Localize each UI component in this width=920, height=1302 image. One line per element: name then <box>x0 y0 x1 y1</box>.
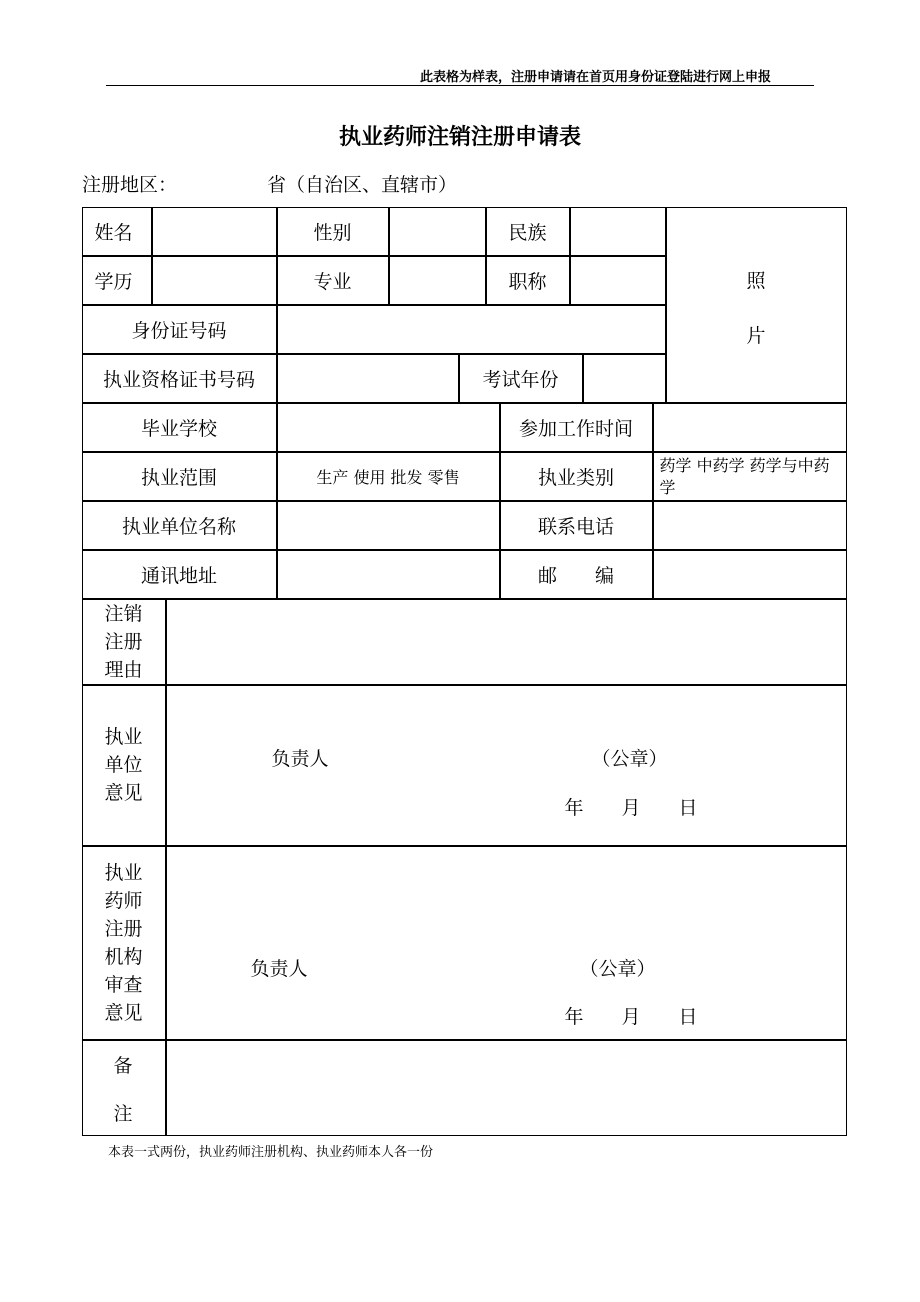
title-label: 职称 <box>486 256 570 305</box>
unit-opinion-line-3: 意见 <box>104 782 143 804</box>
agency-opinion-line-2: 药师 <box>104 889 143 912</box>
education-field[interactable] <box>152 256 277 305</box>
page-title: 执业药师注销注册申请表 <box>338 125 581 150</box>
photo-box[interactable] <box>666 207 847 403</box>
title-field[interactable] <box>570 256 666 305</box>
header-rule <box>106 85 814 86</box>
remarks-label <box>82 1040 166 1136</box>
category-label: 执业类别 <box>500 452 653 501</box>
agency-responsible-label: 负责人 <box>250 957 308 980</box>
unit-date-label: 年 月 日 <box>564 796 698 819</box>
major-label: 专业 <box>277 256 389 305</box>
unit-seal-label: （公章） <box>591 747 668 770</box>
unit-responsible-label: 负责人 <box>271 747 329 770</box>
region-label: 注册地区： <box>82 174 178 196</box>
agency-opinion-line-5: 审查 <box>104 973 143 996</box>
agency-opinion-line-1: 执业 <box>104 861 143 884</box>
cancel-reason-line-3: 理由 <box>104 658 143 681</box>
cert-label: 执业资格证书号码 <box>82 354 277 403</box>
agency-opinion-line-4: 机构 <box>104 945 143 968</box>
gender-field[interactable] <box>389 207 486 256</box>
remarks-line-2: 注 <box>113 1102 133 1125</box>
region-province: 省（自治区、直辖市） <box>267 174 458 196</box>
name-field[interactable] <box>152 207 277 256</box>
agency-seal-label: （公章） <box>579 957 656 980</box>
agency-date-label: 年 月 日 <box>564 1005 698 1028</box>
work-time-label: 参加工作时间 <box>500 403 653 452</box>
postcode-field[interactable] <box>653 550 847 599</box>
cancel-reason-line-2: 注册 <box>104 630 143 653</box>
photo-char-1: 照 <box>746 269 766 292</box>
photo-char-2: 片 <box>746 324 766 347</box>
remarks-line-1: 备 <box>113 1054 133 1077</box>
agency-opinion-line-3: 注册 <box>104 917 143 940</box>
unit-opinion-label <box>82 685 166 846</box>
remarks-field[interactable] <box>166 1040 847 1136</box>
address-field[interactable] <box>277 550 500 599</box>
scope-label: 执业范围 <box>82 452 277 501</box>
phone-label: 联系电话 <box>500 501 653 550</box>
postcode-label: 邮 编 <box>500 550 653 599</box>
agency-opinion-line-6: 意见 <box>104 1001 143 1024</box>
unit-opinion-line-2: 单位 <box>104 754 143 776</box>
unit-name-label: 执业单位名称 <box>82 501 277 550</box>
unit-opinion-field[interactable] <box>166 685 847 846</box>
category-options[interactable]: 药学 中药学 药学与中药学 <box>653 452 847 501</box>
cancel-reason-line-1: 注销 <box>104 602 143 625</box>
region-line <box>82 170 458 197</box>
exam-year-label: 考试年份 <box>459 354 583 403</box>
cancel-reason-field[interactable] <box>166 599 847 685</box>
ethnicity-field[interactable] <box>570 207 666 256</box>
gender-label: 性别 <box>277 207 389 256</box>
address-label: 通讯地址 <box>82 550 277 599</box>
school-field[interactable] <box>277 403 500 452</box>
work-time-field[interactable] <box>653 403 847 452</box>
major-field[interactable] <box>389 256 486 305</box>
education-label: 学历 <box>82 256 152 305</box>
school-label: 毕业学校 <box>82 403 277 452</box>
header-note: 此表格为样表，注册申请请在首页用身份证登陆进行网上申报 <box>420 70 772 85</box>
scope-options[interactable]: 生产 使用 批发 零售 <box>277 452 500 501</box>
footer-note: 本表一式两份，执业药师注册机构、执业药师本人各一份 <box>108 1145 434 1160</box>
agency-opinion-field[interactable] <box>166 846 847 1040</box>
cert-field[interactable] <box>277 354 459 403</box>
ethnicity-label: 民族 <box>486 207 570 256</box>
id-field[interactable] <box>277 305 666 354</box>
unit-opinion-line-1: 执业 <box>104 726 143 748</box>
cancel-reason-label <box>82 599 166 685</box>
name-label: 姓名 <box>82 207 152 256</box>
unit-name-field[interactable] <box>277 501 500 550</box>
phone-field[interactable] <box>653 501 847 550</box>
id-label: 身份证号码 <box>82 305 277 354</box>
exam-year-field[interactable] <box>583 354 666 403</box>
agency-opinion-label <box>82 846 166 1040</box>
